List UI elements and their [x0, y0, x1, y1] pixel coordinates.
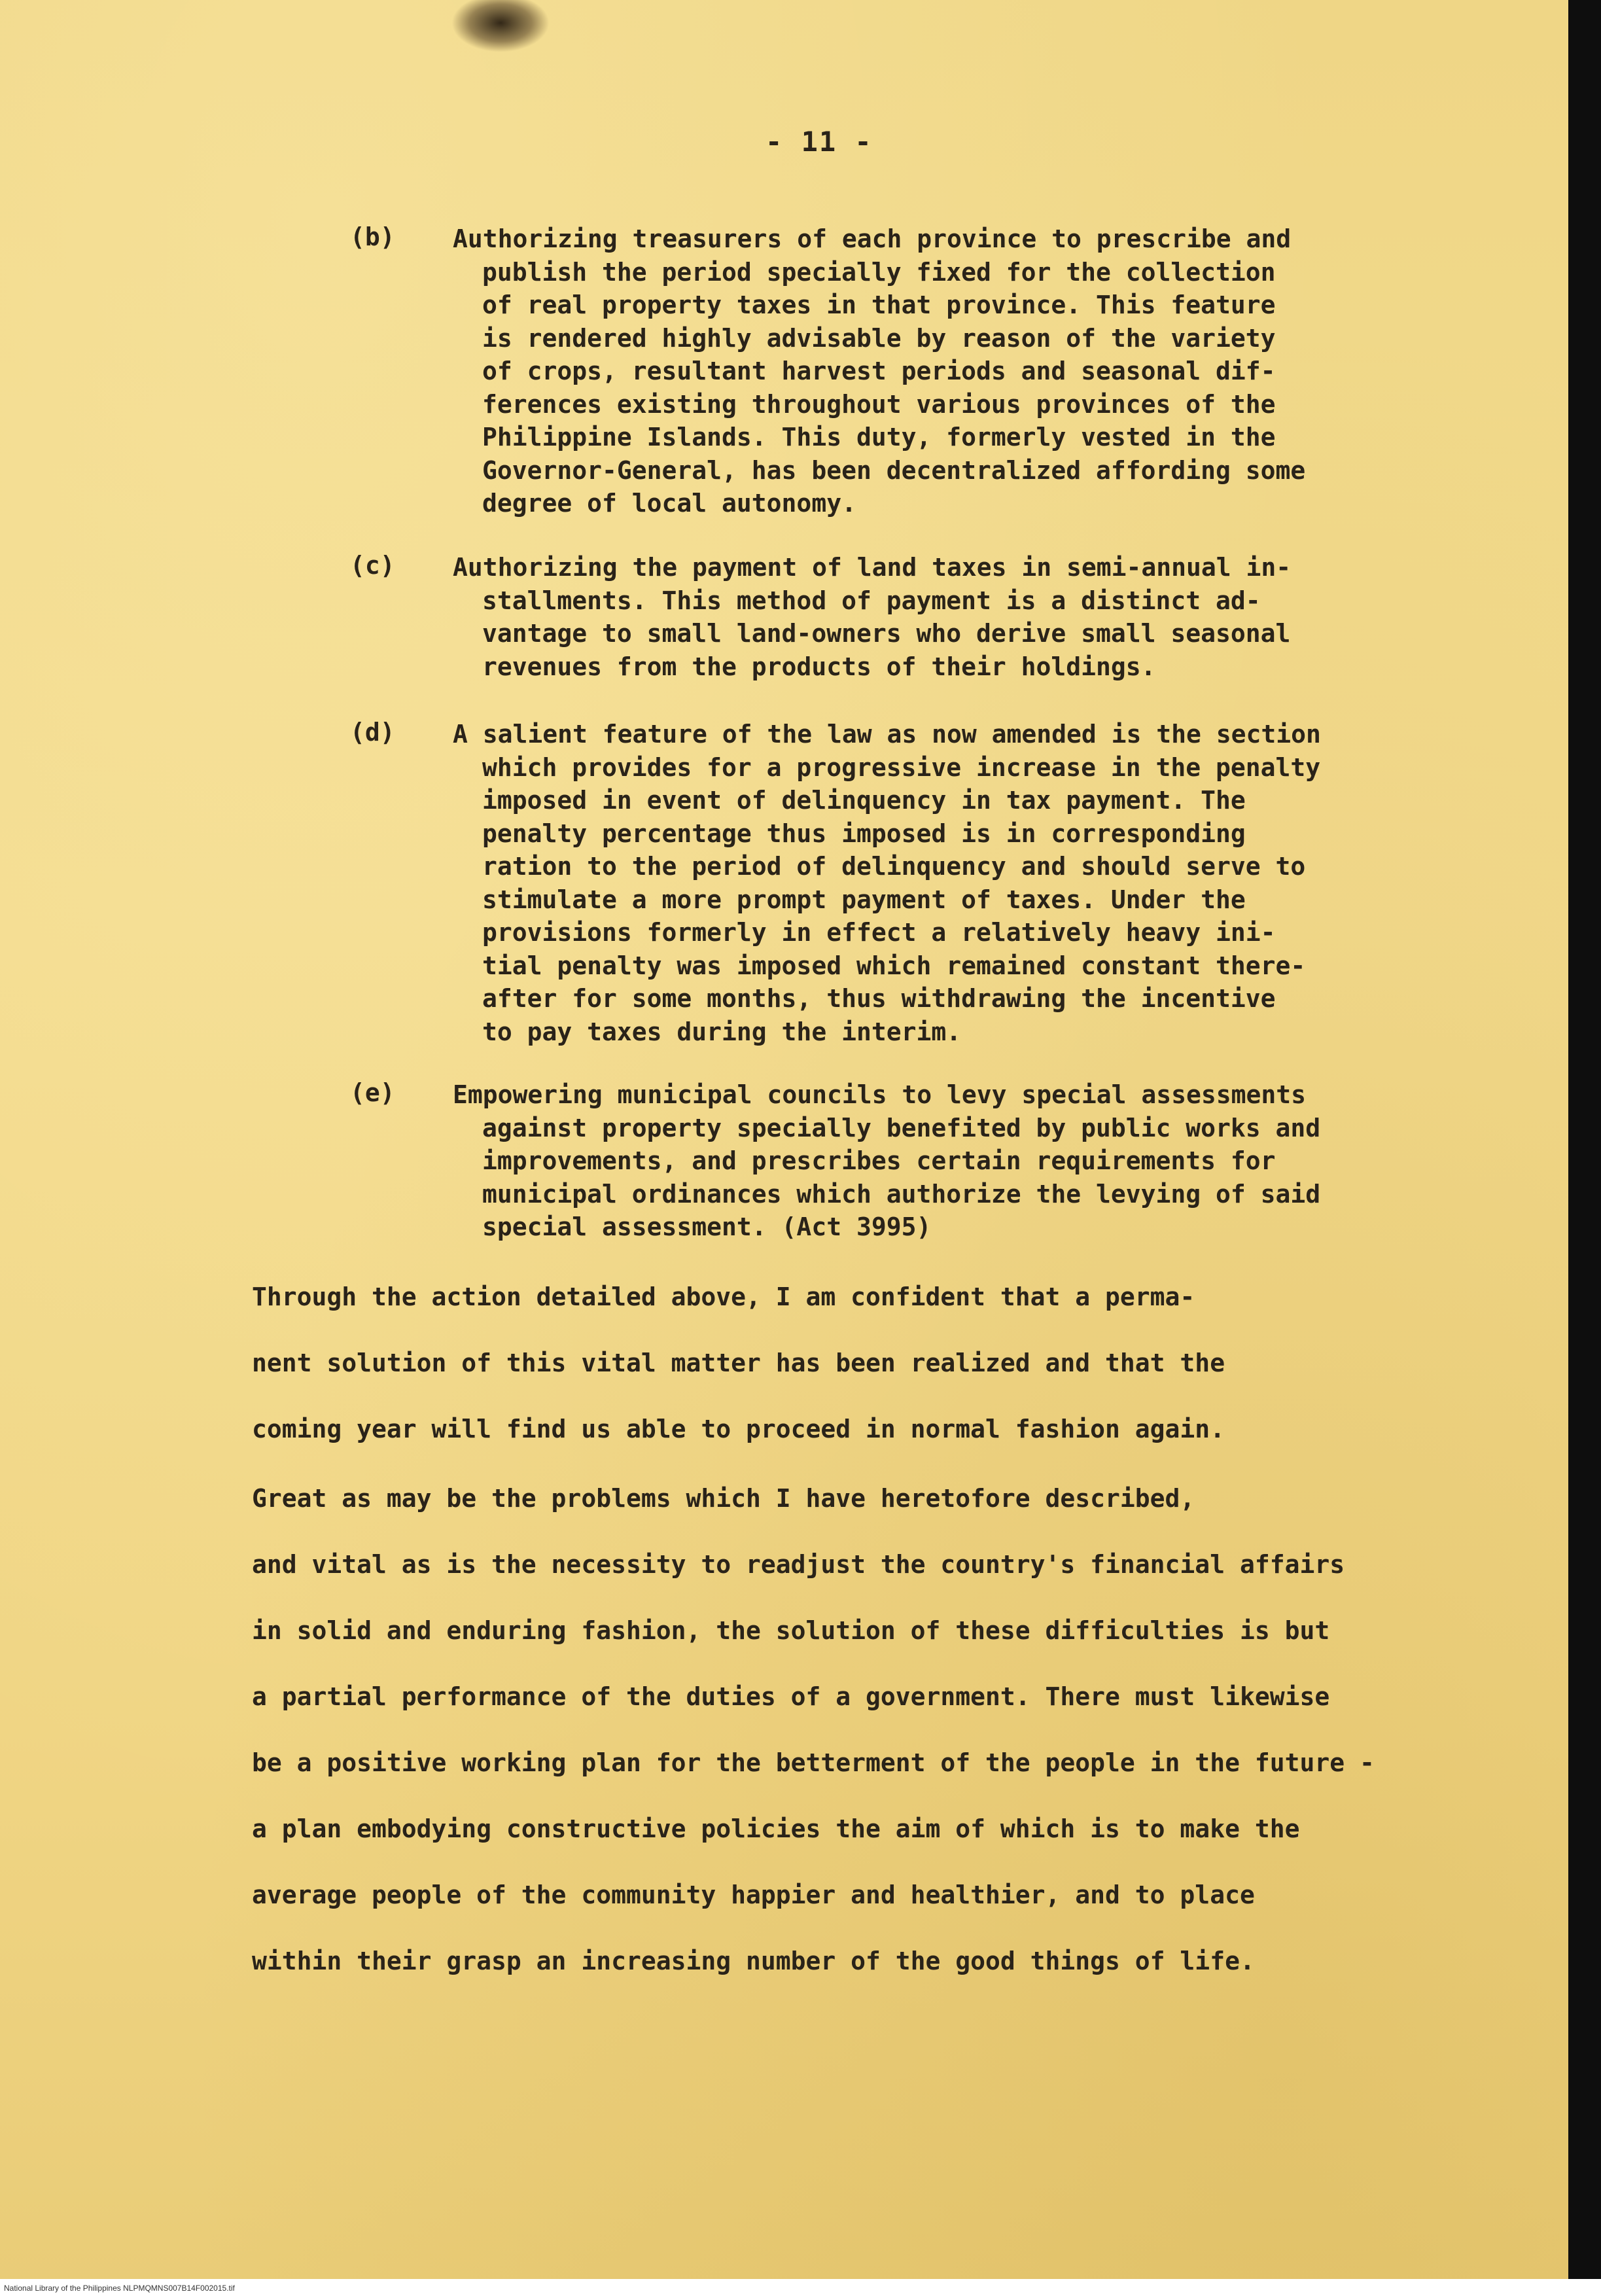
- item-text: Authorizing treasurers of each province to prescribe and publish the period specially fixed for the collection of real property taxes in that province. This feature is rendered highly advisable by reason of the variety of crops, resultant harvest periods and seasonal dif- ferences existing throughout various provinces of the Philippine Islands. This duty, formerly vested in the Governor-General, has been decentralized affording some degree of local autonomy.: [453, 224, 1306, 518]
- scan-edge: [1568, 0, 1601, 2296]
- list-item-b: [350, 222, 1423, 520]
- item-marker: (d): [350, 718, 395, 747]
- list-item-c: [350, 551, 1423, 683]
- paragraph-outlook: Great as may be the problems which I have heretofore described, and vital as is the necessity to readjust the country's financial affairs in solid and enduring fashion, the solution of these difficulties is but a partial performance of the duties of a government. There must likewise be a positive working plan for the betterment of the people in the future - a plan embodying constructive policies the aim of which is to make the average people of the community happier and healthier, and to place within their grasp an increasing number of the good things of life.: [252, 1484, 1375, 1975]
- item-text: A salient feature of the law as now amended is the section which provides for a progressive increase in the penalty imposed in event of delinquency in tax payment. The penalty percentage thus imposed is in corresponding ration to the period of delinquency and should serve to stimulate a more prompt payment of taxes. Under the provisions formerly in effect a relatively heavy ini- tial penalty was imposed which remained constant there- after for some months, thus withdrawing the incentive to pay taxes during the interim.: [453, 720, 1321, 1046]
- item-marker: (b): [350, 222, 395, 251]
- list-item-e: [350, 1078, 1423, 1244]
- footer-strip: [0, 2279, 1601, 2296]
- paragraph-conclusion: Through the action detailed above, I am confident that a perma- nent solution of this vital matter has been realized and that the coming year will find us able to proceed in normal fashion again.: [252, 1282, 1225, 1443]
- ink-stain: [451, 0, 550, 52]
- footer-caption: National Library of the Philippines NLPMQMNS007B14F002015.tif: [4, 2284, 235, 2293]
- item-text: Authorizing the payment of land taxes in semi-annual in- stallments. This method of payment is a distinct ad- vantage to small land-owners who derive small seasonal revenues from the products of their holdings.: [453, 553, 1292, 681]
- item-text: Empowering municipal councils to levy special assessments against property specially benefited by public works and improvements, and prescribes certain requirements for municipal ordinances which authorize the levying of said special assessment. (Act 3995): [453, 1080, 1321, 1241]
- item-marker: (c): [350, 551, 395, 580]
- list-item-d: [350, 718, 1423, 1048]
- page-number: - 11 -: [765, 126, 873, 158]
- item-marker: (e): [350, 1078, 395, 1107]
